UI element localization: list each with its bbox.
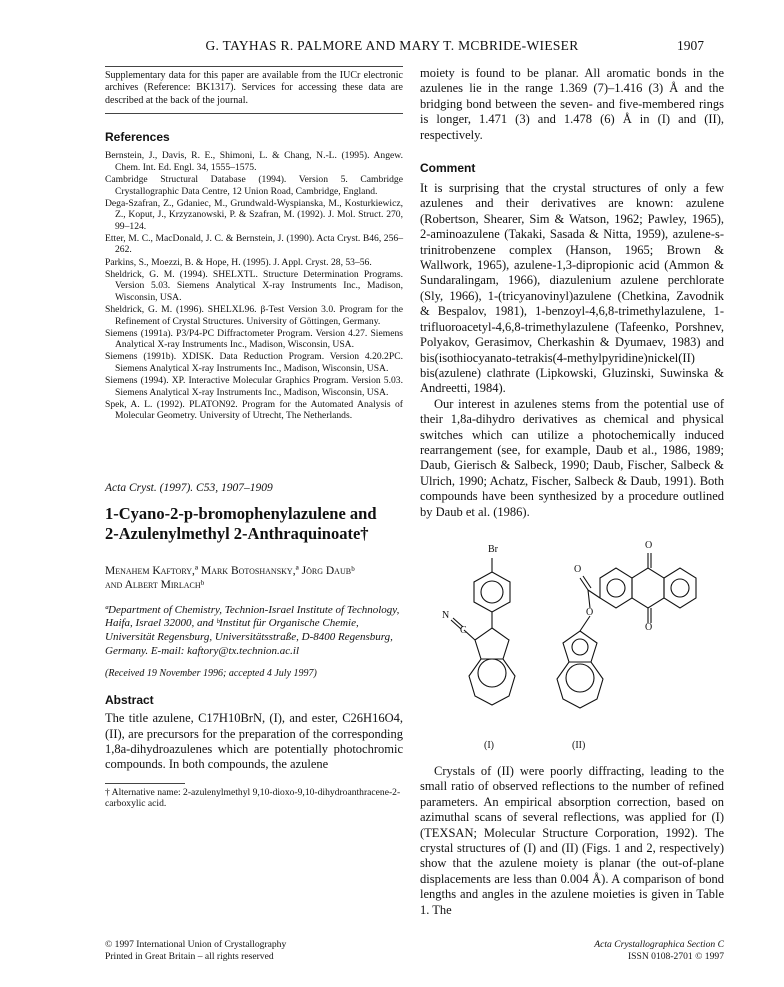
running-title: G. TAYHAS R. PALMORE AND MARY T. MCBRIDE-WIESER — [205, 38, 579, 53]
footer-journal — [594, 939, 724, 963]
authors — [105, 564, 403, 593]
received-dates: (Received 19 November 1996; accepted 4 July 1997) — [105, 668, 317, 680]
footnote-divider — [105, 783, 185, 784]
article-title-line: 1-Cyano-2-p-bromophenylazulene and — [105, 503, 377, 523]
anthraquinone-ring — [600, 568, 632, 608]
comment-heading: Comment — [420, 161, 476, 176]
divider — [105, 66, 403, 67]
reference-item: Siemens (1991a). P3/P4-PC Diffractometer Program. Version 4.27. Siemens Analytical X-ray Instruments Inc., Madison, Wisconsin, USA. — [105, 327, 403, 351]
footer-line: © 1997 International Union of Crystallography — [105, 939, 287, 950]
five-ring — [475, 628, 509, 659]
atom-label-n: N — [442, 609, 450, 621]
aromatic-circle — [481, 581, 503, 603]
article-citation: Acta Cryst. (1997). C53, 1907–1909 — [105, 481, 273, 494]
footer-copyright — [105, 939, 286, 963]
abstract-heading: Abstract — [105, 693, 154, 708]
abstract-continued — [420, 66, 724, 143]
article-title-line: 2-Azulenylmethyl 2-Anthraquinoate† — [105, 523, 369, 543]
page-header — [0, 38, 784, 58]
atom-label-o: O — [645, 539, 653, 551]
footer-line: Acta Crystallographica Section C — [594, 939, 724, 950]
aromatic-circle — [572, 639, 588, 655]
article-title — [105, 504, 403, 544]
page-number: 1907 — [677, 38, 704, 53]
abstract-continued-paragraph: moiety is found to be planar. All aromatic bonds in the azulenes lie in the range 1.369 (7)–1.416 (3) Å and the bridging bond between the seven- and five-membered rings is longer, 1.471 (3) and 1.478 (6) Å in (I) and (II), respectively. — [420, 66, 724, 142]
results-paragraph: Crystals of (II) were poorly diffracting, leading to the small ratio of observed reflections to the number of refined parameters. An empirical absorption correction, based on azimuthal scans of several reflections, was applied for (I) (TEXSAN; Molecular Structure Corporation, 1992). The crystal structures of (I) and (II) (Figs. 1 and 2, respectively) show that the azulene moiety is planar (the out-of-plane displacements are less than 0.004 Å). A comparison of bond lengths and angles in the azulene moieties is given in Table 1. The — [420, 763, 724, 917]
comment-text — [420, 181, 724, 520]
atom-label-o: O — [645, 621, 653, 633]
chemical-structure-figure — [420, 528, 724, 758]
atom-label-o: O — [586, 606, 594, 618]
aromatic-circle — [607, 579, 625, 597]
quinone-ring — [632, 568, 664, 608]
supplementary-note: Supplementary data for this paper are available from the IUCr electronic archives (Reference: BK1317). Services for accessing these data are described at the back of the journal. — [105, 70, 403, 114]
atom-label-o: O — [574, 563, 582, 575]
footer-line: ISSN 0108-2701 © 1997 — [627, 951, 724, 962]
aromatic-circle — [566, 664, 594, 692]
reference-item: Parkins, S., Moezzi, B. & Hope, H. (1995). J. Appl. Cryst. 28, 53–56. — [105, 256, 372, 268]
abstract-paragraph: The title azulene, C17H10BrN, (I), and ester, C26H16O4, (II), are precursors for the preparation of the corresponding 1,8a-dihydroazulenes which are potentially photochromic compounds. In both compounds, the azulene — [105, 711, 403, 772]
structure-drawing — [420, 528, 724, 758]
authors-line: Menahem Kaftory,ª Mark Botoshansky,ª Jörg Daubᵇ — [105, 564, 355, 577]
references-list — [105, 150, 403, 422]
affiliation: ªDepartment of Chemistry, Technion-Israel Institute of Technology, Haifa, Israel 32000, and ᵇInstitut für Organische Chemie, Universität Regensburg, Universitätsstraße, D-8400 Regensburg, Germany. E-mail: kaftory@tx.technion.ac.il — [105, 603, 400, 657]
five-ring — [563, 631, 597, 662]
atom-label-c: C — [460, 624, 467, 636]
reference-item: Bernstein, J., Davis, R. E., Shimoni, L. & Chang, N.-L. (1995). Angew. Chem. Int. Ed. Engl. 34, 1555–1575. — [105, 150, 403, 173]
comment-paragraph: Our interest in azulenes stems from the potential use of their 1,8a-dihydro derivatives as chemical and physical switches which can utilize a photochemically induced rearrangement (see, for example, Daub et al., 1986, 1989; Daub, Gierisch & Salbeck, 1990; Daub, Fischer, Salbeck & Ulrich, 1990; Achatz, Fischer, Salbeck & Daub, 1991). Both compounds have been synthesized by a procedure outlined by Daub et al. (1986). — [420, 396, 724, 519]
comment-paragraph: It is surprising that the crystal structures of only a few azulenes and their derivatives are known: azulene (Robertson, Shearer, Sim & Watson, 1962; Pawley, 1965), 2-aminoazulene (Takaki, Sasada & Nitta, 1959), azulene-s-trinitrobenzene complex (Hanson, 1965; Brown & Wallwork, 1965), azulene-1,3-dipropionic acid (Ammon & Sundaralingam, 1966), diazulenium azulene perchlorate (Sly, 1966), 1-(tricyanovinyl)azulene (Chetkina, Zavodnik & Bespalov, 1981), 1-benzoyl-4,6,8-trimethylazulene, 1-trifluoroacetyl-4,6,8-trimethylazulene (Tafeenko, Porshnev, Polyakov, Gerasimov, Cherkashin & Dyumaev, 1983) and bis(isothiocyanato-tetrakis(4-methylpyridine)nickel(II) bis(azulene) clathrate (Lipkowski, Gluzinski, Suwinska & Andreetti, 1984). — [420, 181, 724, 396]
reference-item: Sheldrick, G. M. (1996). SHELXL96. β-Test Version 3.0. Program for the Refinement of Crystal Structures. University of Göttingen, Germany. — [105, 303, 403, 327]
aromatic-circle — [671, 579, 689, 597]
left-column — [105, 66, 403, 810]
right-column — [420, 66, 724, 918]
footer-line: Printed in Great Britain – all rights reserved — [105, 951, 274, 962]
reference-item: Siemens (1994). XP. Interactive Molecular Graphics Program. Version 5.03. Siemens Analytical X-ray Instruments Inc., Madison, Wisconsin, USA. — [105, 375, 403, 398]
compound-label-ii: (II) — [572, 739, 586, 751]
seven-ring — [469, 659, 515, 705]
phenyl-ring — [474, 572, 510, 612]
anthraquinone-ring — [664, 568, 696, 608]
references-heading: References — [105, 130, 170, 145]
reference-item: Siemens (1991b). XDISK. Data Reduction Program. Version 4.20.2PC. Siemens Analytical X-ray Instruments Inc., Madison, Wisconsin, USA. — [105, 351, 403, 374]
reference-item: Etter, M. C., MacDonald, J. C. & Bernstein, J. (1990). Acta Cryst. B46, 256–262. — [105, 232, 403, 256]
atom-label-br: Br — [488, 543, 498, 555]
aromatic-circle — [478, 659, 506, 687]
abstract-text — [105, 711, 403, 773]
reference-item: Cambridge Structural Database (1994). Version 5. Cambridge Crystallographic Data Centre, 12 Union Road, Cambridge, England. — [105, 173, 403, 197]
results-text — [420, 764, 724, 918]
seven-ring — [557, 662, 603, 708]
reference-item: Spek, A. L. (1992). PLATON92. Program for the Automated Analysis of Molecular Geometry. University of Utrecht, The Netherlands. — [105, 398, 403, 422]
authors-line: and Albert Mirlachᵇ — [105, 579, 205, 592]
footnote: † Alternative name: 2-azulenylmethyl 9,10-dioxo-9,10-dihydroanthracene-2-carboxylic acid. — [105, 786, 401, 810]
compound-label-i: (I) — [484, 739, 494, 751]
reference-item: Sheldrick, G. M. (1994). SHELXTL. Structure Determination Programs. Version 5.03. Siemens Analytical X-ray Instruments Inc., Madison, Wisconsin, USA. — [105, 268, 403, 303]
reference-item: Dega-Szafran, Z., Gdaniec, M., Grundwald-Wyspianska, M., Kosturkiewicz, Z., Koput, J., Krzyzanowski, P. & Szafran, M. (1992). J. Mol. Struct. 270, 99–124. — [105, 197, 403, 232]
